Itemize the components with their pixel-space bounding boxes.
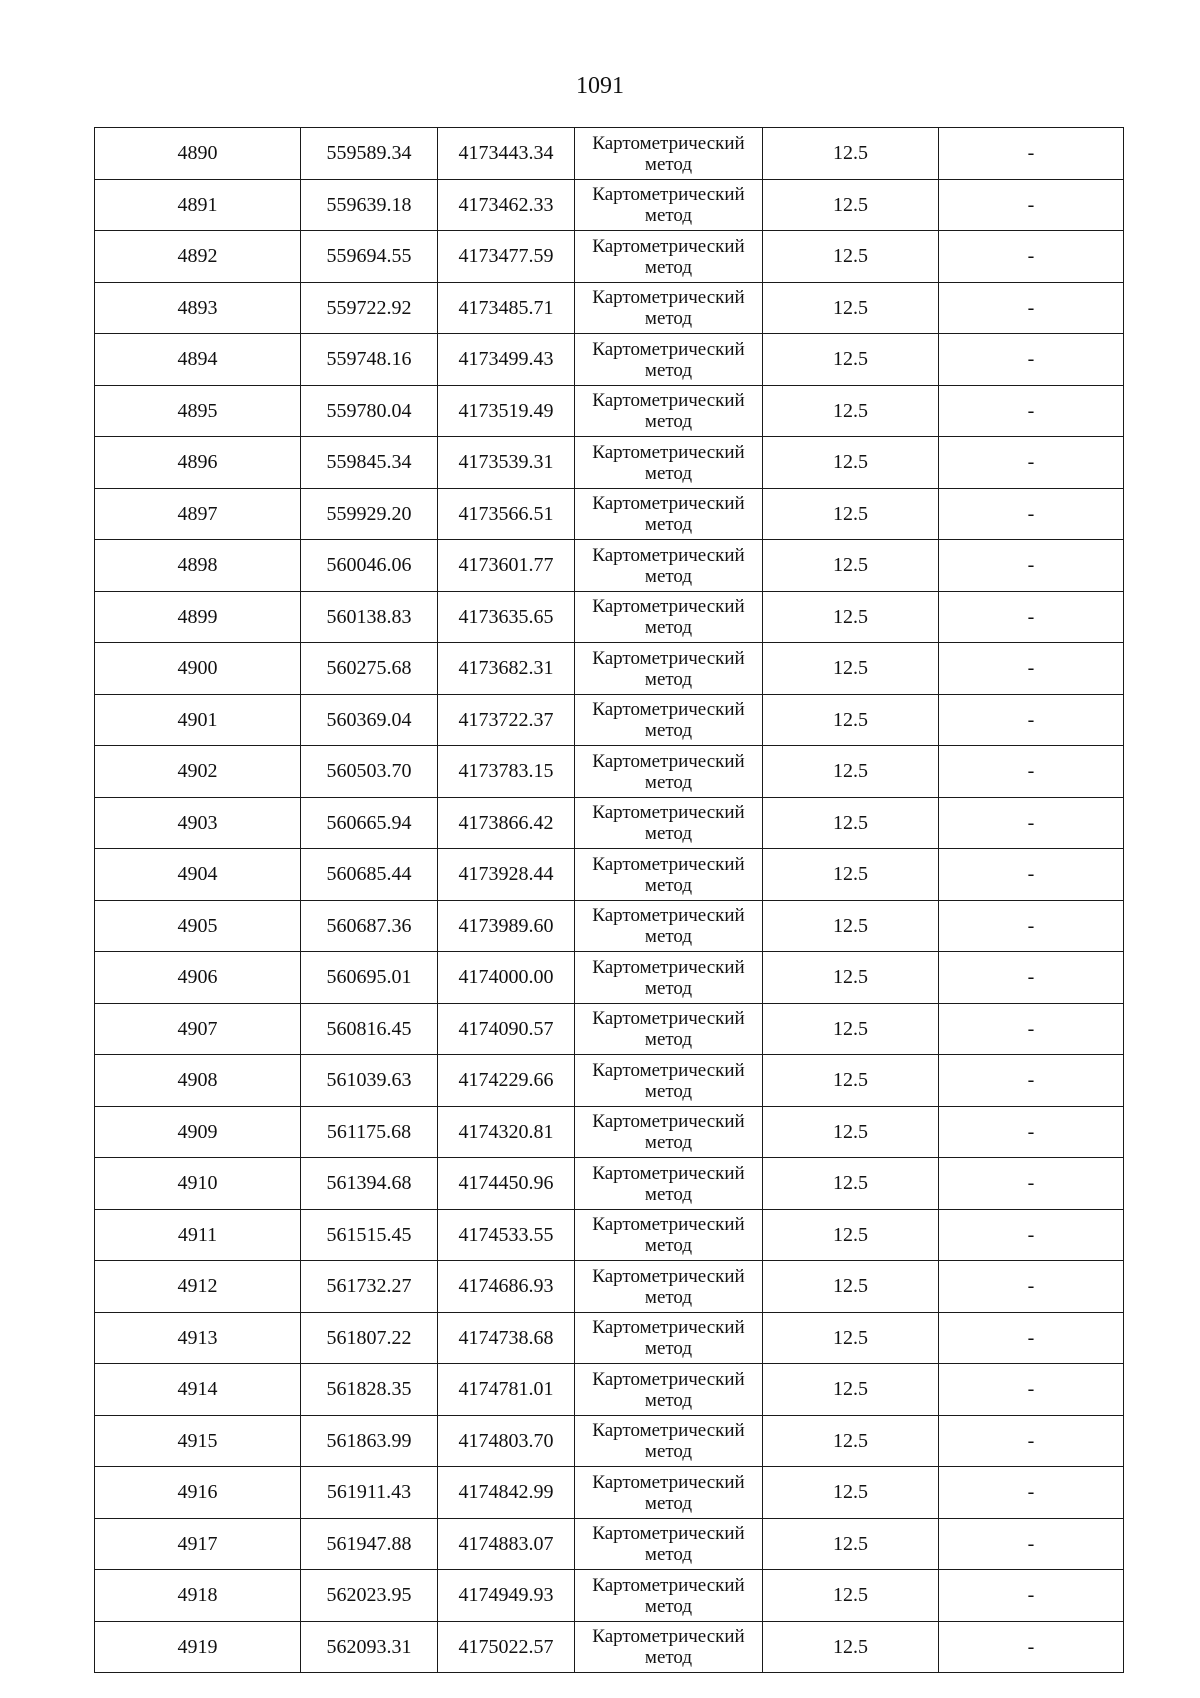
- note-cell: -: [939, 1261, 1124, 1313]
- x-coordinate-cell: 559929.20: [301, 488, 438, 540]
- x-coordinate-cell: 559845.34: [301, 437, 438, 489]
- y-coordinate-cell: 4174842.99: [438, 1467, 575, 1519]
- method-line-2: метод: [644, 823, 693, 845]
- table-row: [95, 1158, 1124, 1210]
- accuracy-cell: 12.5: [763, 1518, 939, 1570]
- method-cell: [575, 694, 763, 746]
- point-number-cell: 4909: [95, 1106, 301, 1158]
- note-cell: -: [939, 1003, 1124, 1055]
- point-number-cell: 4915: [95, 1415, 301, 1467]
- method-line-2: метод: [644, 1544, 693, 1566]
- y-coordinate-cell: 4174229.66: [438, 1055, 575, 1107]
- x-coordinate-cell: 561732.27: [301, 1261, 438, 1313]
- table-row: [95, 746, 1124, 798]
- accuracy-cell: 12.5: [763, 1106, 939, 1158]
- point-number-cell: 4902: [95, 746, 301, 798]
- accuracy-cell: 12.5: [763, 1158, 939, 1210]
- method-line-1: Картометрический: [592, 699, 745, 721]
- point-number-cell: 4913: [95, 1312, 301, 1364]
- note-cell: -: [939, 900, 1124, 952]
- point-number-cell: 4896: [95, 437, 301, 489]
- note-cell: -: [939, 1621, 1124, 1673]
- x-coordinate-cell: 562023.95: [301, 1570, 438, 1622]
- method-line-2: метод: [644, 1132, 693, 1154]
- note-cell: -: [939, 488, 1124, 540]
- x-coordinate-cell: 561394.68: [301, 1158, 438, 1210]
- y-coordinate-cell: 4173722.37: [438, 694, 575, 746]
- method-cell: [575, 385, 763, 437]
- accuracy-cell: 12.5: [763, 849, 939, 901]
- y-coordinate-cell: 4173601.77: [438, 540, 575, 592]
- method-cell: [575, 1364, 763, 1416]
- accuracy-cell: 12.5: [763, 540, 939, 592]
- point-number-cell: 4907: [95, 1003, 301, 1055]
- note-cell: -: [939, 1055, 1124, 1107]
- accuracy-cell: 12.5: [763, 746, 939, 798]
- point-number-cell: 4919: [95, 1621, 301, 1673]
- method-line-2: метод: [644, 977, 693, 999]
- point-number-cell: 4903: [95, 797, 301, 849]
- note-cell: -: [939, 1312, 1124, 1364]
- accuracy-cell: 12.5: [763, 1209, 939, 1261]
- table-row: [95, 1106, 1124, 1158]
- accuracy-cell: 12.5: [763, 694, 939, 746]
- note-cell: -: [939, 1158, 1124, 1210]
- x-coordinate-cell: 560138.83: [301, 591, 438, 643]
- method-cell: [575, 1055, 763, 1107]
- method-line-1: Картометрический: [592, 905, 745, 927]
- x-coordinate-cell: 561807.22: [301, 1312, 438, 1364]
- point-number-cell: 4892: [95, 231, 301, 283]
- x-coordinate-cell: 561863.99: [301, 1415, 438, 1467]
- method-line-2: метод: [644, 1286, 693, 1308]
- accuracy-cell: 12.5: [763, 231, 939, 283]
- y-coordinate-cell: 4173635.65: [438, 591, 575, 643]
- accuracy-cell: 12.5: [763, 900, 939, 952]
- method-line-1: Картометрический: [592, 802, 745, 824]
- y-coordinate-cell: 4174738.68: [438, 1312, 575, 1364]
- note-cell: -: [939, 437, 1124, 489]
- method-line-1: Картометрический: [592, 1059, 745, 1081]
- method-line-2: метод: [644, 565, 693, 587]
- method-line-2: метод: [644, 1441, 693, 1463]
- y-coordinate-cell: 4174533.55: [438, 1209, 575, 1261]
- method-line-1: Картометрический: [592, 1420, 745, 1442]
- method-line-2: метод: [644, 1492, 693, 1514]
- y-coordinate-cell: 4175022.57: [438, 1621, 575, 1673]
- point-number-cell: 4904: [95, 849, 301, 901]
- method-cell: [575, 334, 763, 386]
- method-line-1: Картометрический: [592, 1368, 745, 1390]
- y-coordinate-cell: 4173519.49: [438, 385, 575, 437]
- point-number-cell: 4891: [95, 179, 301, 231]
- y-coordinate-cell: 4174686.93: [438, 1261, 575, 1313]
- point-number-cell: 4901: [95, 694, 301, 746]
- table-row: [95, 282, 1124, 334]
- table-row: [95, 1621, 1124, 1673]
- note-cell: -: [939, 1209, 1124, 1261]
- point-number-cell: 4918: [95, 1570, 301, 1622]
- x-coordinate-cell: 559639.18: [301, 179, 438, 231]
- method-line-2: метод: [644, 411, 693, 433]
- note-cell: -: [939, 746, 1124, 798]
- x-coordinate-cell: 559694.55: [301, 231, 438, 283]
- x-coordinate-cell: 561947.88: [301, 1518, 438, 1570]
- y-coordinate-cell: 4173499.43: [438, 334, 575, 386]
- method-line-2: метод: [644, 874, 693, 896]
- table-row: [95, 849, 1124, 901]
- method-line-1: Картометрический: [592, 1214, 745, 1236]
- method-line-1: Картометрический: [592, 184, 745, 206]
- x-coordinate-cell: 560275.68: [301, 643, 438, 695]
- x-coordinate-cell: 559722.92: [301, 282, 438, 334]
- x-coordinate-cell: 560695.01: [301, 952, 438, 1004]
- method-cell: [575, 540, 763, 592]
- method-line-1: Картометрический: [592, 287, 745, 309]
- note-cell: -: [939, 952, 1124, 1004]
- point-number-cell: 4900: [95, 643, 301, 695]
- method-line-1: Картометрический: [592, 596, 745, 618]
- accuracy-cell: 12.5: [763, 334, 939, 386]
- method-line-2: метод: [644, 1595, 693, 1617]
- y-coordinate-cell: 4174803.70: [438, 1415, 575, 1467]
- method-cell: [575, 1106, 763, 1158]
- method-line-2: метод: [644, 462, 693, 484]
- table-row: [95, 694, 1124, 746]
- y-coordinate-cell: 4173682.31: [438, 643, 575, 695]
- point-number-cell: 4912: [95, 1261, 301, 1313]
- method-line-2: метод: [644, 514, 693, 536]
- method-line-1: Картометрический: [592, 1471, 745, 1493]
- accuracy-cell: 12.5: [763, 1261, 939, 1313]
- table-row: [95, 231, 1124, 283]
- table-row: [95, 1209, 1124, 1261]
- x-coordinate-cell: 561515.45: [301, 1209, 438, 1261]
- method-line-1: Картометрический: [592, 956, 745, 978]
- y-coordinate-cell: 4174450.96: [438, 1158, 575, 1210]
- method-line-2: метод: [644, 1029, 693, 1051]
- method-cell: [575, 591, 763, 643]
- method-line-1: Картометрический: [592, 132, 745, 154]
- point-number-cell: 4908: [95, 1055, 301, 1107]
- method-line-1: Картометрический: [592, 235, 745, 257]
- accuracy-cell: 12.5: [763, 1467, 939, 1519]
- method-line-2: метод: [644, 668, 693, 690]
- method-cell: [575, 1261, 763, 1313]
- y-coordinate-cell: 4173477.59: [438, 231, 575, 283]
- table-body: [95, 128, 1124, 1673]
- method-line-1: Картометрический: [592, 1111, 745, 1133]
- note-cell: -: [939, 540, 1124, 592]
- method-cell: [575, 1312, 763, 1364]
- method-line-1: Картометрический: [592, 544, 745, 566]
- y-coordinate-cell: 4174883.07: [438, 1518, 575, 1570]
- method-line-2: метод: [644, 926, 693, 948]
- table-row: [95, 385, 1124, 437]
- method-line-1: Картометрический: [592, 390, 745, 412]
- note-cell: -: [939, 1467, 1124, 1519]
- x-coordinate-cell: 559589.34: [301, 128, 438, 180]
- note-cell: -: [939, 694, 1124, 746]
- accuracy-cell: 12.5: [763, 385, 939, 437]
- note-cell: -: [939, 1415, 1124, 1467]
- point-number-cell: 4890: [95, 128, 301, 180]
- method-line-1: Картометрический: [592, 1265, 745, 1287]
- point-number-cell: 4893: [95, 282, 301, 334]
- y-coordinate-cell: 4173989.60: [438, 900, 575, 952]
- x-coordinate-cell: 560816.45: [301, 1003, 438, 1055]
- x-coordinate-cell: 560369.04: [301, 694, 438, 746]
- method-cell: [575, 437, 763, 489]
- method-line-2: метод: [644, 1080, 693, 1102]
- table-row: [95, 900, 1124, 952]
- method-line-2: метод: [644, 1647, 693, 1669]
- accuracy-cell: 12.5: [763, 952, 939, 1004]
- note-cell: -: [939, 849, 1124, 901]
- x-coordinate-cell: 560687.36: [301, 900, 438, 952]
- accuracy-cell: 12.5: [763, 437, 939, 489]
- method-cell: [575, 952, 763, 1004]
- y-coordinate-cell: 4174000.00: [438, 952, 575, 1004]
- method-line-2: метод: [644, 1183, 693, 1205]
- method-cell: [575, 488, 763, 540]
- accuracy-cell: 12.5: [763, 1570, 939, 1622]
- y-coordinate-cell: 4174090.57: [438, 1003, 575, 1055]
- method-line-1: Картометрический: [592, 441, 745, 463]
- point-number-cell: 4916: [95, 1467, 301, 1519]
- note-cell: -: [939, 797, 1124, 849]
- note-cell: -: [939, 591, 1124, 643]
- accuracy-cell: 12.5: [763, 1621, 939, 1673]
- method-line-2: метод: [644, 256, 693, 278]
- table-row: [95, 952, 1124, 1004]
- method-line-1: Картометрический: [592, 750, 745, 772]
- table-row: [95, 1055, 1124, 1107]
- y-coordinate-cell: 4173566.51: [438, 488, 575, 540]
- x-coordinate-cell: 560685.44: [301, 849, 438, 901]
- x-coordinate-cell: 560046.06: [301, 540, 438, 592]
- page-number: 1091: [576, 73, 624, 99]
- method-line-1: Картометрический: [592, 493, 745, 515]
- method-cell: [575, 1621, 763, 1673]
- method-cell: [575, 643, 763, 695]
- method-cell: [575, 1209, 763, 1261]
- point-number-cell: 4905: [95, 900, 301, 952]
- table-row: [95, 1261, 1124, 1313]
- table-row: [95, 128, 1124, 180]
- point-number-cell: 4897: [95, 488, 301, 540]
- y-coordinate-cell: 4173928.44: [438, 849, 575, 901]
- point-number-cell: 4917: [95, 1518, 301, 1570]
- point-number-cell: 4906: [95, 952, 301, 1004]
- method-cell: [575, 1518, 763, 1570]
- table-row: [95, 797, 1124, 849]
- accuracy-cell: 12.5: [763, 1364, 939, 1416]
- y-coordinate-cell: 4174949.93: [438, 1570, 575, 1622]
- accuracy-cell: 12.5: [763, 488, 939, 540]
- y-coordinate-cell: 4173783.15: [438, 746, 575, 798]
- method-line-1: Картометрический: [592, 647, 745, 669]
- accuracy-cell: 12.5: [763, 282, 939, 334]
- method-line-2: метод: [644, 308, 693, 330]
- method-line-1: Картометрический: [592, 853, 745, 875]
- accuracy-cell: 12.5: [763, 643, 939, 695]
- accuracy-cell: 12.5: [763, 1312, 939, 1364]
- point-number-cell: 4895: [95, 385, 301, 437]
- method-line-2: метод: [644, 720, 693, 742]
- method-cell: [575, 1570, 763, 1622]
- note-cell: -: [939, 128, 1124, 180]
- point-number-cell: 4914: [95, 1364, 301, 1416]
- method-cell: [575, 179, 763, 231]
- method-cell: [575, 1003, 763, 1055]
- method-line-1: Картометрический: [592, 1574, 745, 1596]
- accuracy-cell: 12.5: [763, 1003, 939, 1055]
- note-cell: -: [939, 282, 1124, 334]
- method-cell: [575, 1158, 763, 1210]
- coordinates-table: [94, 127, 1124, 1673]
- note-cell: -: [939, 643, 1124, 695]
- table-row: [95, 1415, 1124, 1467]
- method-line-2: метод: [644, 771, 693, 793]
- table-row: [95, 591, 1124, 643]
- table-row: [95, 1003, 1124, 1055]
- method-line-1: Картометрический: [592, 1317, 745, 1339]
- table-row: [95, 179, 1124, 231]
- method-cell: [575, 282, 763, 334]
- x-coordinate-cell: 561175.68: [301, 1106, 438, 1158]
- table-row: [95, 1312, 1124, 1364]
- y-coordinate-cell: 4173539.31: [438, 437, 575, 489]
- y-coordinate-cell: 4173485.71: [438, 282, 575, 334]
- method-line-2: метод: [644, 1235, 693, 1257]
- method-cell: [575, 797, 763, 849]
- accuracy-cell: 12.5: [763, 1055, 939, 1107]
- y-coordinate-cell: 4173462.33: [438, 179, 575, 231]
- method-cell: [575, 849, 763, 901]
- method-line-1: Картометрический: [592, 1008, 745, 1030]
- accuracy-cell: 12.5: [763, 797, 939, 849]
- method-line-2: метод: [644, 153, 693, 175]
- x-coordinate-cell: 561828.35: [301, 1364, 438, 1416]
- method-cell: [575, 231, 763, 283]
- point-number-cell: 4910: [95, 1158, 301, 1210]
- table-row: [95, 643, 1124, 695]
- method-line-1: Картометрический: [592, 1523, 745, 1545]
- note-cell: -: [939, 179, 1124, 231]
- note-cell: -: [939, 1364, 1124, 1416]
- accuracy-cell: 12.5: [763, 179, 939, 231]
- x-coordinate-cell: 562093.31: [301, 1621, 438, 1673]
- point-number-cell: 4894: [95, 334, 301, 386]
- note-cell: -: [939, 1518, 1124, 1570]
- y-coordinate-cell: 4174781.01: [438, 1364, 575, 1416]
- x-coordinate-cell: 560503.70: [301, 746, 438, 798]
- table-row: [95, 488, 1124, 540]
- note-cell: -: [939, 1106, 1124, 1158]
- method-line-2: метод: [644, 1389, 693, 1411]
- x-coordinate-cell: 561911.43: [301, 1467, 438, 1519]
- x-coordinate-cell: 560665.94: [301, 797, 438, 849]
- method-line-1: Картометрический: [592, 338, 745, 360]
- point-number-cell: 4911: [95, 1209, 301, 1261]
- method-cell: [575, 900, 763, 952]
- table-row: [95, 437, 1124, 489]
- method-cell: [575, 1415, 763, 1467]
- note-cell: -: [939, 1570, 1124, 1622]
- table-row: [95, 1364, 1124, 1416]
- method-cell: [575, 128, 763, 180]
- x-coordinate-cell: 559748.16: [301, 334, 438, 386]
- method-cell: [575, 746, 763, 798]
- point-number-cell: 4898: [95, 540, 301, 592]
- method-cell: [575, 1467, 763, 1519]
- accuracy-cell: 12.5: [763, 128, 939, 180]
- point-number-cell: 4899: [95, 591, 301, 643]
- table-row: [95, 540, 1124, 592]
- x-coordinate-cell: 561039.63: [301, 1055, 438, 1107]
- y-coordinate-cell: 4173866.42: [438, 797, 575, 849]
- method-line-1: Картометрический: [592, 1162, 745, 1184]
- accuracy-cell: 12.5: [763, 591, 939, 643]
- note-cell: -: [939, 385, 1124, 437]
- method-line-1: Картометрический: [592, 1626, 745, 1648]
- x-coordinate-cell: 559780.04: [301, 385, 438, 437]
- y-coordinate-cell: 4173443.34: [438, 128, 575, 180]
- table-row: [95, 1518, 1124, 1570]
- table-row: [95, 334, 1124, 386]
- method-line-2: метод: [644, 617, 693, 639]
- table-row: [95, 1467, 1124, 1519]
- note-cell: -: [939, 334, 1124, 386]
- accuracy-cell: 12.5: [763, 1415, 939, 1467]
- method-line-2: метод: [644, 205, 693, 227]
- table-row: [95, 1570, 1124, 1622]
- method-line-2: метод: [644, 1338, 693, 1360]
- method-line-2: метод: [644, 359, 693, 381]
- y-coordinate-cell: 4174320.81: [438, 1106, 575, 1158]
- note-cell: -: [939, 231, 1124, 283]
